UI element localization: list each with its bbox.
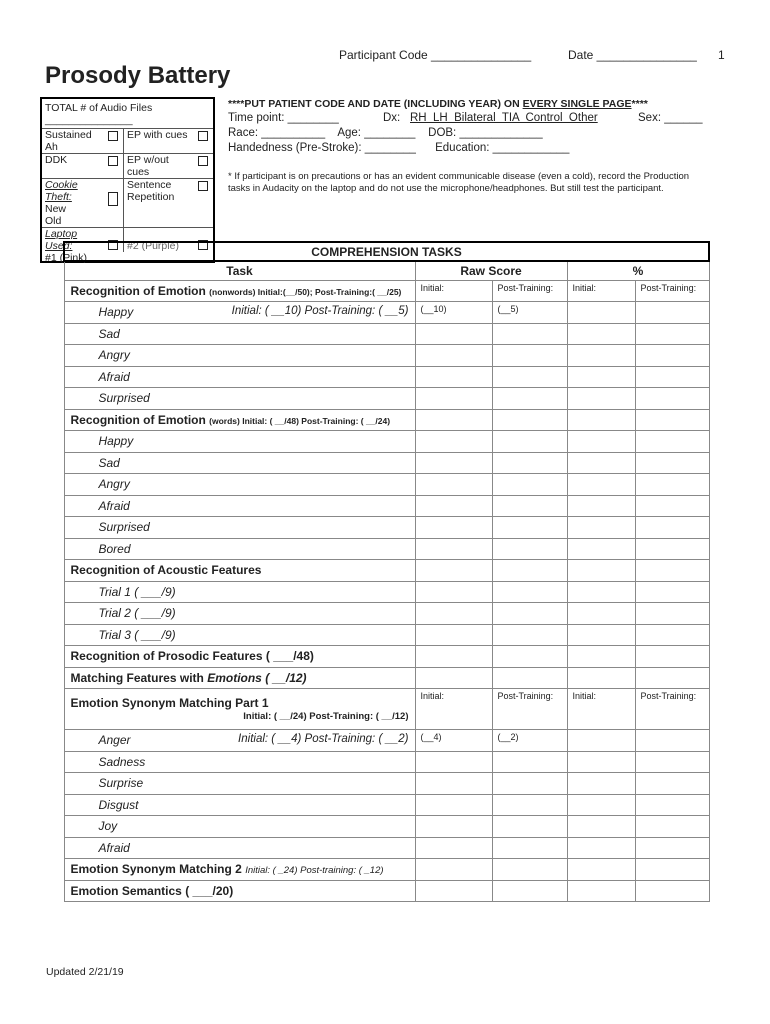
score-cell[interactable] (635, 323, 709, 345)
score-cell[interactable] (415, 474, 492, 496)
score-cell[interactable] (635, 646, 709, 668)
comprehension-tasks-title: COMPREHENSION TASKS (64, 242, 709, 261)
score-cell[interactable] (635, 495, 709, 517)
dx-options[interactable]: RH LH Bilateral TIA Control Other (410, 112, 598, 124)
emotion-sad-row: Sad (64, 323, 415, 345)
score-cell[interactable] (567, 751, 635, 773)
emotion-afraid-row: Afraid (64, 366, 415, 388)
score-cell[interactable] (415, 345, 492, 367)
sentence-repetition-label-2: Repetition (127, 191, 175, 203)
score-cell[interactable] (635, 409, 709, 431)
score-cell[interactable] (492, 646, 567, 668)
sustained-ah-checkbox[interactable] (108, 131, 118, 141)
score-cell[interactable] (415, 880, 492, 902)
score-cell[interactable] (635, 388, 709, 410)
emotion-disgust-row: Disgust (64, 794, 415, 816)
total-audio-files-line[interactable]: _______________ (45, 114, 133, 126)
score-cell[interactable] (567, 859, 635, 881)
participant-code-field[interactable]: Participant Code _______________ (339, 48, 532, 62)
score-cell[interactable] (567, 560, 635, 582)
percent-column-header: % (567, 261, 709, 280)
cookie-theft-old: Old (45, 215, 62, 227)
emotion-afraid-row: Afraid (64, 837, 415, 859)
score-cell[interactable] (492, 495, 567, 517)
score-cell[interactable] (635, 345, 709, 367)
score-cell[interactable] (567, 538, 635, 560)
ddk-label: DDK (45, 154, 68, 166)
score-cell[interactable] (567, 452, 635, 474)
date-field[interactable]: Date _______________ (568, 48, 697, 62)
score-cell[interactable] (492, 603, 567, 625)
score-cell[interactable] (415, 751, 492, 773)
score-cell[interactable] (567, 345, 635, 367)
raw-score-column-header: Raw Score (415, 261, 567, 280)
score-cell[interactable] (567, 581, 635, 603)
raw-initial-header: Initial: (415, 689, 492, 730)
page-number: 1 (718, 48, 725, 62)
updated-date: Updated 2/21/19 (46, 966, 124, 978)
score-cell[interactable] (492, 409, 567, 431)
score-cell[interactable] (415, 816, 492, 838)
task-column-header: Task (64, 261, 415, 280)
synonym-matching-part1-row: Emotion Synonym Matching Part 1 Initial: ( __/24) Post-Training: ( __/12) (64, 689, 415, 730)
pct-post-cell[interactable] (635, 302, 709, 324)
score-cell[interactable] (415, 538, 492, 560)
sentence-repetition-checkbox[interactable] (198, 181, 208, 191)
score-cell[interactable] (415, 581, 492, 603)
cookie-theft-checkbox[interactable] (108, 192, 118, 206)
ep-with-cues-checkbox[interactable] (198, 131, 208, 141)
score-cell[interactable] (492, 773, 567, 795)
score-cell[interactable] (635, 773, 709, 795)
audio-files-box (40, 97, 215, 263)
laptop-used-label-2: Used: (45, 240, 73, 252)
emotion-surprise-row: Surprise (64, 773, 415, 795)
score-cell[interactable] (492, 538, 567, 560)
emotion-bored-row: Bored (64, 538, 415, 560)
raw-post-score[interactable]: (__2) (492, 730, 567, 752)
score-cell[interactable] (492, 431, 567, 453)
score-cell[interactable] (492, 581, 567, 603)
score-cell[interactable] (567, 837, 635, 859)
score-cell[interactable] (415, 431, 492, 453)
ep-with-cues-label: EP with cues (127, 129, 188, 141)
cookie-theft-label-2: Theft: (45, 191, 72, 203)
score-cell[interactable] (567, 603, 635, 625)
score-cell[interactable] (567, 624, 635, 646)
score-cell[interactable] (492, 837, 567, 859)
cookie-theft-label: Cookie (45, 179, 78, 191)
emotion-semantics-row: Emotion Semantics ( ___/20) (64, 880, 415, 902)
raw-initial-score[interactable]: (__4) (415, 730, 492, 752)
emotion-happy-row: Happy Initial: ( __10) Post-Training: ( __5) (64, 302, 415, 324)
score-cell[interactable] (567, 667, 635, 689)
synonym-matching-2-row: Emotion Synonym Matching 2 Initial: ( _24) Post-training: ( _12) (64, 859, 415, 881)
score-cell[interactable] (635, 452, 709, 474)
score-cell[interactable] (567, 816, 635, 838)
raw-initial-score[interactable]: (__10) (415, 302, 492, 324)
score-cell[interactable] (415, 837, 492, 859)
score-cell[interactable] (567, 646, 635, 668)
score-cell[interactable] (415, 452, 492, 474)
raw-initial-header: Initial: (415, 280, 492, 302)
score-cell[interactable] (492, 388, 567, 410)
ddk-checkbox[interactable] (108, 156, 118, 166)
score-cell[interactable] (415, 517, 492, 539)
score-cell[interactable] (635, 603, 709, 625)
score-cell[interactable] (567, 388, 635, 410)
score-cell[interactable] (415, 624, 492, 646)
score-cell[interactable] (567, 730, 635, 752)
precaution-note-line2: tasks in Audacity on the laptop and do not use the microphone/headphones. But still test the participant. (228, 183, 664, 194)
score-cell[interactable] (492, 517, 567, 539)
emotion-anger-row: Anger Initial: ( __4) Post-Training: ( __2) (64, 730, 415, 752)
score-cell[interactable] (415, 794, 492, 816)
score-cell[interactable] (492, 474, 567, 496)
score-cell[interactable] (635, 624, 709, 646)
dx-label: Dx: (383, 112, 401, 124)
score-cell[interactable] (492, 345, 567, 367)
score-cell[interactable] (635, 474, 709, 496)
matching-features-row: Matching Features with Emotions ( __/12) (64, 667, 415, 689)
score-cell[interactable] (415, 495, 492, 517)
score-cell[interactable] (635, 880, 709, 902)
recognition-acoustic-row: Recognition of Acoustic Features (64, 560, 415, 582)
score-cell[interactable] (635, 816, 709, 838)
emotion-joy-row: Joy (64, 816, 415, 838)
race-age-dob-fields[interactable]: Race: __________ Age: ________ DOB: _____________ (228, 127, 543, 139)
score-cell[interactable] (635, 431, 709, 453)
pct-post-header: Post-Training: (635, 689, 709, 730)
comprehension-tasks-table (63, 241, 710, 902)
score-cell[interactable] (567, 880, 635, 902)
pct-initial-cell[interactable] (567, 302, 635, 324)
time-point-field[interactable]: Time point: ________ (228, 112, 339, 124)
ep-without-cues-checkbox[interactable] (198, 156, 208, 166)
score-cell[interactable] (415, 603, 492, 625)
score-cell[interactable] (415, 388, 492, 410)
emotion-sadness-row: Sadness (64, 751, 415, 773)
score-cell[interactable] (635, 837, 709, 859)
score-cell[interactable] (567, 323, 635, 345)
score-cell[interactable] (567, 773, 635, 795)
laptop-used-label: Laptop (45, 228, 78, 240)
trial-3-row: Trial 3 ( ___/9) (64, 624, 415, 646)
total-audio-files-label: TOTAL # of Audio Files (45, 102, 153, 114)
score-cell[interactable] (635, 581, 709, 603)
ep-without-cues-label: EP w/out cues (127, 154, 169, 178)
score-cell[interactable] (635, 667, 709, 689)
precaution-note-line1: * If participant is on precautions or has an evident communicable disease (even a cold), record the Production (228, 171, 690, 182)
score-cell[interactable] (492, 323, 567, 345)
score-cell[interactable] (635, 859, 709, 881)
score-cell[interactable] (415, 646, 492, 668)
score-cell[interactable] (567, 794, 635, 816)
emotion-surprised-row: Surprised (64, 517, 415, 539)
trial-2-row: Trial 2 ( ___/9) (64, 603, 415, 625)
emotion-afraid-row: Afraid (64, 495, 415, 517)
page-title: Prosody Battery (45, 62, 231, 89)
emotion-angry-row: Angry (64, 345, 415, 367)
pct-post-header: Post-Training: (635, 280, 709, 302)
score-cell[interactable] (635, 366, 709, 388)
emotion-happy-row: Happy (64, 431, 415, 453)
sex-field[interactable]: Sex: ______ (638, 112, 703, 124)
raw-post-score[interactable]: (__5) (492, 302, 567, 324)
sentence-repetition-label: Sentence (127, 179, 172, 191)
recognition-emotion-nonwords-row: Recognition of Emotion (nonwords) Initial:(__/50); Post-Training:( __/25) (64, 280, 415, 302)
score-cell[interactable] (635, 517, 709, 539)
score-cell[interactable] (492, 859, 567, 881)
score-cell[interactable] (492, 624, 567, 646)
score-cell[interactable] (415, 366, 492, 388)
recognition-emotion-words-row: Recognition of Emotion (words) Initial: ( __/48) Post-Training: ( __/24) (64, 409, 415, 431)
put-code-instruction: ****PUT PATIENT CODE AND DATE (INCLUDING YEAR) ON EVERY SINGLE PAGE**** (228, 98, 648, 110)
score-cell[interactable] (492, 667, 567, 689)
score-cell[interactable] (567, 474, 635, 496)
pct-initial-header: Initial: (567, 689, 635, 730)
emotion-angry-row: Angry (64, 474, 415, 496)
score-cell[interactable] (492, 794, 567, 816)
score-cell[interactable] (415, 560, 492, 582)
score-cell[interactable] (492, 816, 567, 838)
score-cell[interactable] (492, 366, 567, 388)
score-cell[interactable] (492, 560, 567, 582)
score-cell[interactable] (415, 859, 492, 881)
laptop-2-purple-label: #2 (Purple) (127, 240, 179, 252)
emotion-sad-row: Sad (64, 452, 415, 474)
score-cell[interactable] (492, 452, 567, 474)
sustained-ah-label: Sustained Ah (45, 129, 92, 153)
score-cell[interactable] (567, 431, 635, 453)
handedness-education-fields[interactable]: Handedness (Pre-Stroke): ________ Education: ____________ (228, 142, 570, 154)
score-cell[interactable] (415, 667, 492, 689)
pct-initial-header: Initial: (567, 280, 635, 302)
score-cell[interactable] (567, 517, 635, 539)
emotion-surprised-row: Surprised (64, 388, 415, 410)
score-cell[interactable] (635, 794, 709, 816)
score-cell[interactable] (567, 409, 635, 431)
score-cell[interactable] (635, 751, 709, 773)
score-cell[interactable] (567, 495, 635, 517)
recognition-prosodic-row: Recognition of Prosodic Features ( ___/48) (64, 646, 415, 668)
score-cell[interactable] (635, 538, 709, 560)
score-cell[interactable] (492, 880, 567, 902)
score-cell[interactable] (415, 409, 492, 431)
laptop-1-pink-label: #1 (Pink) (45, 252, 88, 264)
trial-1-row: Trial 1 ( ___/9) (64, 581, 415, 603)
score-cell[interactable] (415, 773, 492, 795)
score-cell[interactable] (492, 751, 567, 773)
raw-post-header: Post-Training: (492, 689, 567, 730)
score-cell[interactable] (567, 366, 635, 388)
score-cell[interactable] (635, 730, 709, 752)
score-cell[interactable] (415, 323, 492, 345)
score-cell[interactable] (635, 560, 709, 582)
cookie-theft-new: New (45, 203, 67, 215)
raw-post-header: Post-Training: (492, 280, 567, 302)
